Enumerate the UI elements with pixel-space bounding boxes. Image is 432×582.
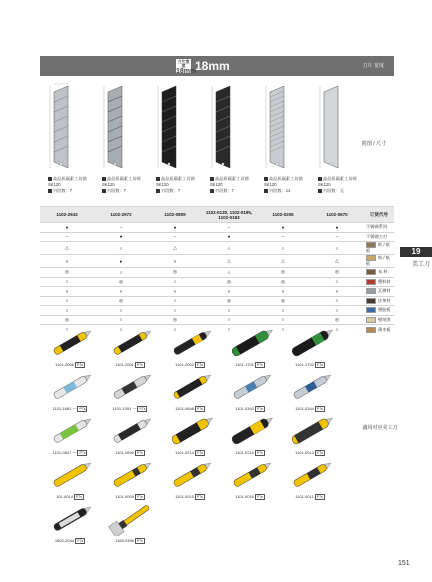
cutter-knife-icon [104, 370, 156, 404]
dimension-label: 附图 / 尺寸 [361, 141, 386, 147]
cutter-knife-icon [164, 458, 216, 492]
section-header [40, 56, 394, 76]
product-item [280, 458, 340, 502]
chapter-number: 19 [400, 247, 432, 257]
blade-column [314, 78, 366, 206]
product-code: 1101-0009 P7s [115, 494, 143, 499]
chapter-tab [400, 247, 432, 269]
product-code: 101-0014 P7s [56, 494, 82, 499]
cutter-knife-icon [44, 370, 96, 404]
table-row: ◎ ○ ◎ ○ ◎ ◎ 布 料 [40, 268, 394, 278]
product-item [280, 326, 340, 370]
product-code: 1101-0215 P7s [235, 450, 263, 455]
row-label: 塑料材 [364, 277, 394, 287]
cutter-knife-icon [44, 414, 96, 448]
table-row: ○ ○ ○ ○ ○ ○ 塑胶板 [40, 306, 394, 316]
product-code: 1101-1091 〜 P7s [112, 406, 146, 411]
row-label: 纸 / 纸板 [364, 255, 394, 268]
product-item [160, 458, 220, 502]
blade-drawing-icon [206, 82, 258, 174]
product-item [160, 326, 220, 370]
product-code: 1101-0016 P7s [235, 494, 263, 499]
compatible-cutters-label: 適用对应美工刀 [362, 425, 398, 431]
table-row: ○ ◎ ○ ◎ ◎ ○ 塑料材 [40, 277, 394, 287]
cutter-knife-icon [164, 326, 216, 360]
table-row: ● – ● – ● ● 不锈钢系列 [40, 223, 394, 233]
cutter-knife-icon [44, 502, 96, 536]
blade-diagram-area [40, 78, 394, 206]
product-code: 1101-0013 P7s [295, 450, 323, 455]
product-code: 1101-0848 P7s [175, 406, 203, 411]
product-item [40, 458, 100, 502]
blade-drawing-icon [152, 82, 204, 174]
product-item [100, 326, 160, 370]
product-item [100, 458, 160, 502]
table-header-row: 1102-2943 1102-2972 1102-0809 1102-0130, 1102-0195, 1102-0183 1102-0206 1102-0670 订货代号 [40, 207, 394, 223]
blade-description: 高品质碳素工具钢 SK120 刃段数：7 [156, 176, 195, 193]
blade-column [260, 78, 312, 206]
table-row: △ ○ △ ○ ○ ○ 纸 / 纸板 [40, 242, 394, 255]
product-code: 1101-0690 P7s [115, 450, 143, 455]
product-code: 1101-0343 P7s [235, 406, 263, 411]
product-item [280, 414, 340, 458]
row-label: 瓦楞材 [364, 287, 394, 297]
cutter-knife-icon [44, 458, 96, 492]
compatible-cutters-grid [40, 326, 340, 548]
product-item [40, 370, 100, 414]
row-label: 不锈钢大刃 [364, 232, 394, 242]
cutter-knife-icon [284, 458, 336, 492]
product-item [100, 502, 160, 546]
product-code: 1101-2006 P7s [55, 362, 83, 367]
table-row: × × × × × × 瓦楞材 [40, 287, 394, 297]
product-item [160, 414, 220, 458]
row-label: 不锈钢系列 [364, 223, 394, 233]
cutter-knife-icon [44, 326, 96, 360]
product-item [220, 370, 280, 414]
page-title: 18mm [195, 59, 230, 73]
product-code: 1101-1681 〜 P7s [52, 406, 86, 411]
table-row: ○ ◎ ○ ◎ ◎ ○ 皮革材 [40, 296, 394, 306]
product-code: 1101-0214 P7s [175, 450, 203, 455]
product-code: 1101-0011 P7s [295, 494, 323, 499]
cutter-knife-icon [284, 370, 336, 404]
product-code: 1101-2001 P7s [115, 362, 143, 367]
spec-table [40, 206, 394, 334]
product-item [220, 458, 280, 502]
product-item [280, 370, 340, 414]
table-row: ◎ ○ ◎ ○ ○ ◎ 壁纸类 [40, 315, 394, 325]
table-row: ○ ○ ○ ○ ○ ○ 薄木板 [40, 325, 394, 335]
table-row: – ● – ● – – 不锈钢大刃 [40, 232, 394, 242]
blade-width-badge: 刀片宽度 18mm [176, 59, 197, 75]
row-label: 薄木板 [364, 325, 394, 335]
product-code: 1101-0847 〜 P7s [52, 450, 86, 455]
blade-column [44, 78, 96, 206]
blade-description: 高品质碳素工具钢 SK120 刃段数：无 [318, 176, 357, 193]
cutter-knife-icon [224, 414, 276, 448]
blade-drawing-icon [98, 82, 150, 174]
table-row: × ● × △ △ △ 纸 / 纸板 [40, 255, 394, 268]
product-item [40, 414, 100, 458]
product-code: 1165-0356 P7s [115, 538, 143, 543]
product-item [100, 414, 160, 458]
row-label: 皮革材 [364, 296, 394, 306]
blade-column [152, 78, 204, 206]
product-code: 1101-2002 P7s [175, 362, 203, 367]
blade-description: 高品质碳素工具钢 SK120 刃段数：7 [210, 176, 249, 193]
cutter-knife-icon [224, 458, 276, 492]
row-label: 布 料 [364, 268, 394, 278]
cutter-knife-icon [164, 414, 216, 448]
product-item [220, 414, 280, 458]
cutter-knife-icon [104, 414, 156, 448]
blade-description: 高品质碳素工具钢 SK120 刃段数：14 [264, 176, 303, 193]
blade-description: 高品质碳素工具钢 SK120 刃段数：7 [48, 176, 87, 193]
blade-column [98, 78, 150, 206]
product-item [220, 326, 280, 370]
product-item [160, 370, 220, 414]
blade-description: 高品质碳素工具钢 SK120 刃段数：7 [102, 176, 141, 193]
product-item [100, 370, 160, 414]
product-code: 1101-1702 P7s [295, 362, 323, 367]
cutter-knife-icon [284, 414, 336, 448]
row-label: 塑胶板 [364, 306, 394, 316]
cutter-knife-icon [104, 458, 156, 492]
product-code: 1101-0015 P7s [175, 494, 203, 499]
scraper-tool-icon [104, 502, 156, 536]
cutter-knife-icon [224, 370, 276, 404]
chapter-label: 美工刀 [412, 262, 431, 268]
cutter-knife-icon [104, 326, 156, 360]
blade-drawing-icon [44, 82, 96, 174]
row-label: 壁纸类 [364, 315, 394, 325]
blade-column [206, 78, 258, 206]
product-code: 1101-1701 P7s [235, 362, 263, 367]
product-item [40, 326, 100, 370]
cutter-knife-icon [164, 370, 216, 404]
blade-drawing-icon [314, 82, 366, 174]
cutter-knife-icon [224, 326, 276, 360]
row-label: 纸 / 纸板 [364, 242, 394, 255]
blade-drawing-icon [260, 82, 312, 174]
product-code: 1101-0344 P7s [295, 406, 323, 411]
header-right-label: 刀片 宽度 [362, 63, 384, 69]
product-item [40, 502, 100, 546]
product-code: 1802-2044 P7s [54, 538, 84, 543]
cutter-knife-icon [284, 326, 336, 360]
page-number: 151 [398, 560, 410, 567]
